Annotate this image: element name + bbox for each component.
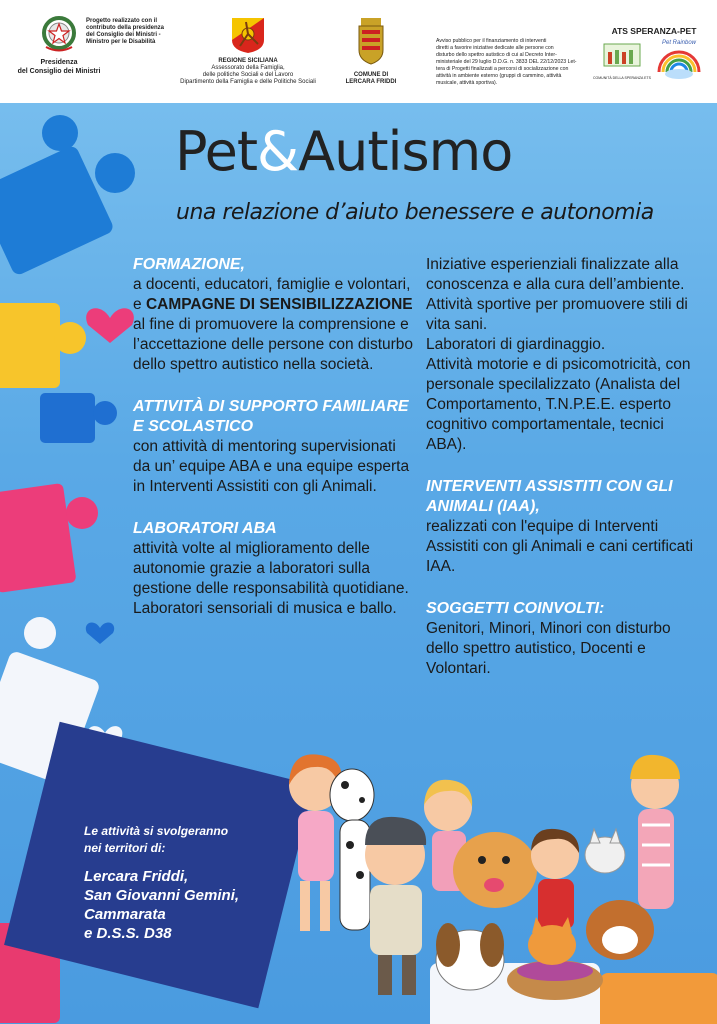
territori-places: Lercara Friddi, San Giovanni Gemini, Cammarata e D.S.S. D38 xyxy=(84,868,240,942)
soggetti-text: Genitori, Minori, Minori con disturbo dello spettro autistico, Docenti e Volontari. xyxy=(426,620,671,677)
boy-cap-figure-icon xyxy=(365,817,426,995)
title-part1: Pet xyxy=(175,120,258,183)
white-cat-icon xyxy=(585,829,625,873)
right-column xyxy=(426,255,700,679)
soggetti-title: SOGGETTI COINVOLTI: xyxy=(426,600,605,617)
laboratori-aba-text: attività volte al miglioramento delle autonomie grazie a laboratori sulla gestione delle responsabilità quotidiane. xyxy=(133,540,409,597)
comunita-speranza-logo-icon xyxy=(602,40,642,74)
presidenza-label: Presidenza del Consiglio dei Ministri xyxy=(17,59,101,75)
avviso-text: Avviso pubblico per il finanziamento di interventi diretti a favorire iniziative dedicate alle persone con disturbo dello spettro autistico di cui al Decreto Inter- ministeriale del 29 luglio D.D.G. n. 3833 DEL 22/12/2023 Let- tera di Progetti finalizzati a percorsi di socializzazione con attività in ambiente esterno (gruppi di cammino, attività musicale, attività sportiva). xyxy=(436,38,577,86)
giardinaggio-text: Laboratori di giardinaggio. xyxy=(426,336,606,353)
supporto-text: con attività di mentoring supervisionati da un’ equipe ABA e una equipe esperta in Interventi Assistiti con gli Animali. xyxy=(133,438,410,495)
formazione-text: a docenti, educatori, famiglie e volontari, e CAMPAGNE DI SENSIBILIZZAZIONE al fine di promuovere la comprensione e l’accettazione delle persone con disturbo dello spettro autistico nella società. xyxy=(133,276,414,373)
puzzle-piece-blue-small-icon xyxy=(40,393,117,443)
poster-title xyxy=(175,120,512,183)
brown-dog-icon xyxy=(586,900,654,960)
header-bar xyxy=(0,0,717,103)
poster-subtitle: una relazione d’aiuto benessere e autonomia xyxy=(176,200,654,225)
territori-intro: Le attività si svolgeranno nei territori di: xyxy=(84,824,229,855)
progetto-note: Progetto realizzato con il contributo della presidenza del Consiglio dei Ministri - Ministro per le Disabilità xyxy=(86,18,165,45)
children-pets-illustration xyxy=(270,745,710,1015)
left-column xyxy=(133,255,415,619)
formazione-title: FORMAZIONE, xyxy=(133,256,245,273)
iaa-title: INTERVENTI ASSISTITI CON GLI ANIMALI (IAA), xyxy=(426,478,673,515)
puzzle-piece-blue-top-icon xyxy=(0,115,135,277)
supporto-title: ATTIVITÀ DI SUPPORTO FAMILIARE E SCOLASTICO xyxy=(133,398,409,435)
iaa-text: realizzati con l'equipe di Interventi Assistiti con gli Animali e cani certificati IAA. xyxy=(426,518,694,575)
golden-dog-icon xyxy=(453,832,537,908)
laboratori-aba-title: LABORATORI ABA xyxy=(133,520,277,537)
pet-rainbow-caption: Pet Rainbow xyxy=(661,40,697,46)
boy-red-shirt-figure-icon xyxy=(531,829,579,929)
heart-blue-icon xyxy=(86,623,114,644)
beagle-dog-icon xyxy=(436,923,504,990)
title-amp: & xyxy=(257,120,299,183)
child-hat-figure-icon xyxy=(630,755,680,909)
comunita-speranza-caption: COMUNITÀ DELLA SPERANZA ETS xyxy=(593,76,651,80)
puzzle-piece-pink-icon xyxy=(0,483,98,593)
psicomotricita-text: Attività motorie e di psicomotricità, con personale specilalizzato (Analista del Comportamento, T.N.P.E.E. esperto cognitivo comportamentale, tecnici ABA). xyxy=(426,356,691,453)
regione-siciliana-emblem-icon xyxy=(230,16,266,54)
ats-label: ATS SPERANZA-PET xyxy=(611,26,697,36)
puzzle-piece-yellow-icon xyxy=(0,303,86,388)
iniziative-text: Iniziative esperienziali finalizzate alla conoscenza e alla cura dell’ambiente. xyxy=(426,256,685,293)
italian-republic-emblem-icon xyxy=(38,14,80,54)
laboratori-sensoriali-text: Laboratori sensoriali di musica e ballo. xyxy=(133,600,397,617)
regione-label: REGIONE SICILIANA Assessorato della Famiglia, delle politiche Sociali e del Lavoro Dipartimento della Famiglia e delle Politiche Sociali xyxy=(180,58,316,85)
attivita-sportive-text: Attività sportive per promuovere stili di vita sani. xyxy=(426,296,688,333)
territori-text xyxy=(84,823,239,943)
heart-pink-icon xyxy=(86,308,134,343)
comune-label: COMUNE DI LERCARA FRIDDI xyxy=(345,72,397,85)
title-part2: Autismo xyxy=(298,120,513,183)
comune-lercara-emblem-icon xyxy=(356,16,386,66)
